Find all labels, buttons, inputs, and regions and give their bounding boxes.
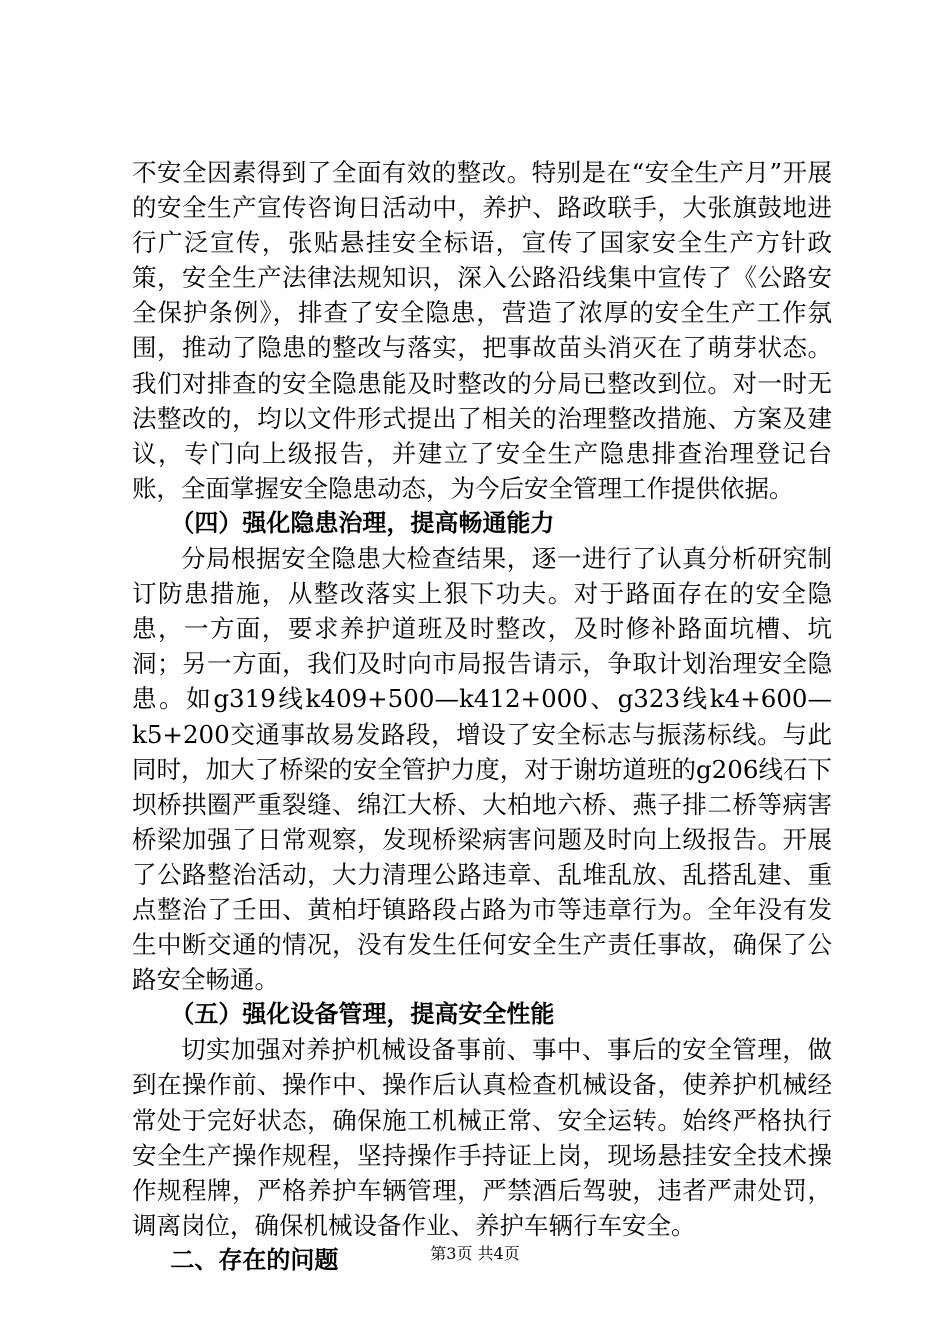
- section-heading-problems: 二、存在的问题: [170, 1245, 339, 1274]
- paragraph-continuation: 不安全因素得到了全面有效的整改。特别是在“安全生产月”开展的安全生产宣传咨询日活动中，养护、路政联手，大张旗鼓地进行广泛宣传，张贴悬挂安全标语，宣传了国家安全生产方针政策，安全生产法律法规知识，深入公路沿线集中宣传了《公路安全保护条例》，排查了安全隐患，营造了浓厚的安全生产工作氛围，推动了隐患的整改与落实，把事故苗头消灭在了萌芽状态。我们对排查的安全隐患能及时整改的分局已整改到位。对一时无法整改的，均以文件形式提出了相关的治理整改措施、方案及建议，专门向上级报告，并建立了安全生产隐患排查治理登记台账，全面掌握安全隐患动态，为今后安全管理工作提供依据。: [132, 158, 832, 503]
- section-heading-4: （四）强化隐患治理，提高畅通能力: [170, 508, 555, 537]
- document-body: [132, 155, 832, 1278]
- paragraph-equipment-management: 切实加强对养护机械设备事前、事中、事后的安全管理，做到在操作前、操作中、操作后认真检查机械设备，使养护机械经常处于完好状态，确保施工机械正常、安全运转。始终严格执行安全生产操作规程，坚持操作手持证上岗，现场悬挂安全技术操作规程牌，严格养护车辆管理，严禁酒后驾驶，违者严肃处罚，调离岗位，确保机械设备作业、养护车辆行车安全。: [132, 1035, 832, 1240]
- page-footer: 第3页 共4页: [430, 1244, 520, 1263]
- section-heading-5: （五）强化设备管理，提高安全性能: [170, 1000, 555, 1029]
- paragraph-hazard-control: 分局根据安全隐患大检查结果，逐一进行了认真分析研究制订防患措施，从整改落实上狠下功夫。对于路面存在的安全隐患，一方面，要求养护道班及时整改，及时修补路面坑槽、坑洞；另一方面，我们及时向市局报告请示，争取计划治理安全隐患。如g319线k409+500—k412+000、g323线k4+600—k5+200交通事故易发路段，增设了安全标志与振荡标线。与此同时，加大了桥梁的安全管护力度，对于谢坊道班的g206线石下坝桥拱圈严重裂缝、绵江大桥、大柏地六桥、燕子排二桥等病害桥梁加强了日常观察，发现桥梁病害问题及时向上级报告。开展了公路整治活动，大力清理公路违章、乱堆乱放、乱搭乱建、重点整治了壬田、黄柏圩镇路段占路为市等违章行为。全年没有发生中断交通的情况，没有发生任何安全生产责任事故，确保了公路安全畅通。: [132, 544, 832, 995]
